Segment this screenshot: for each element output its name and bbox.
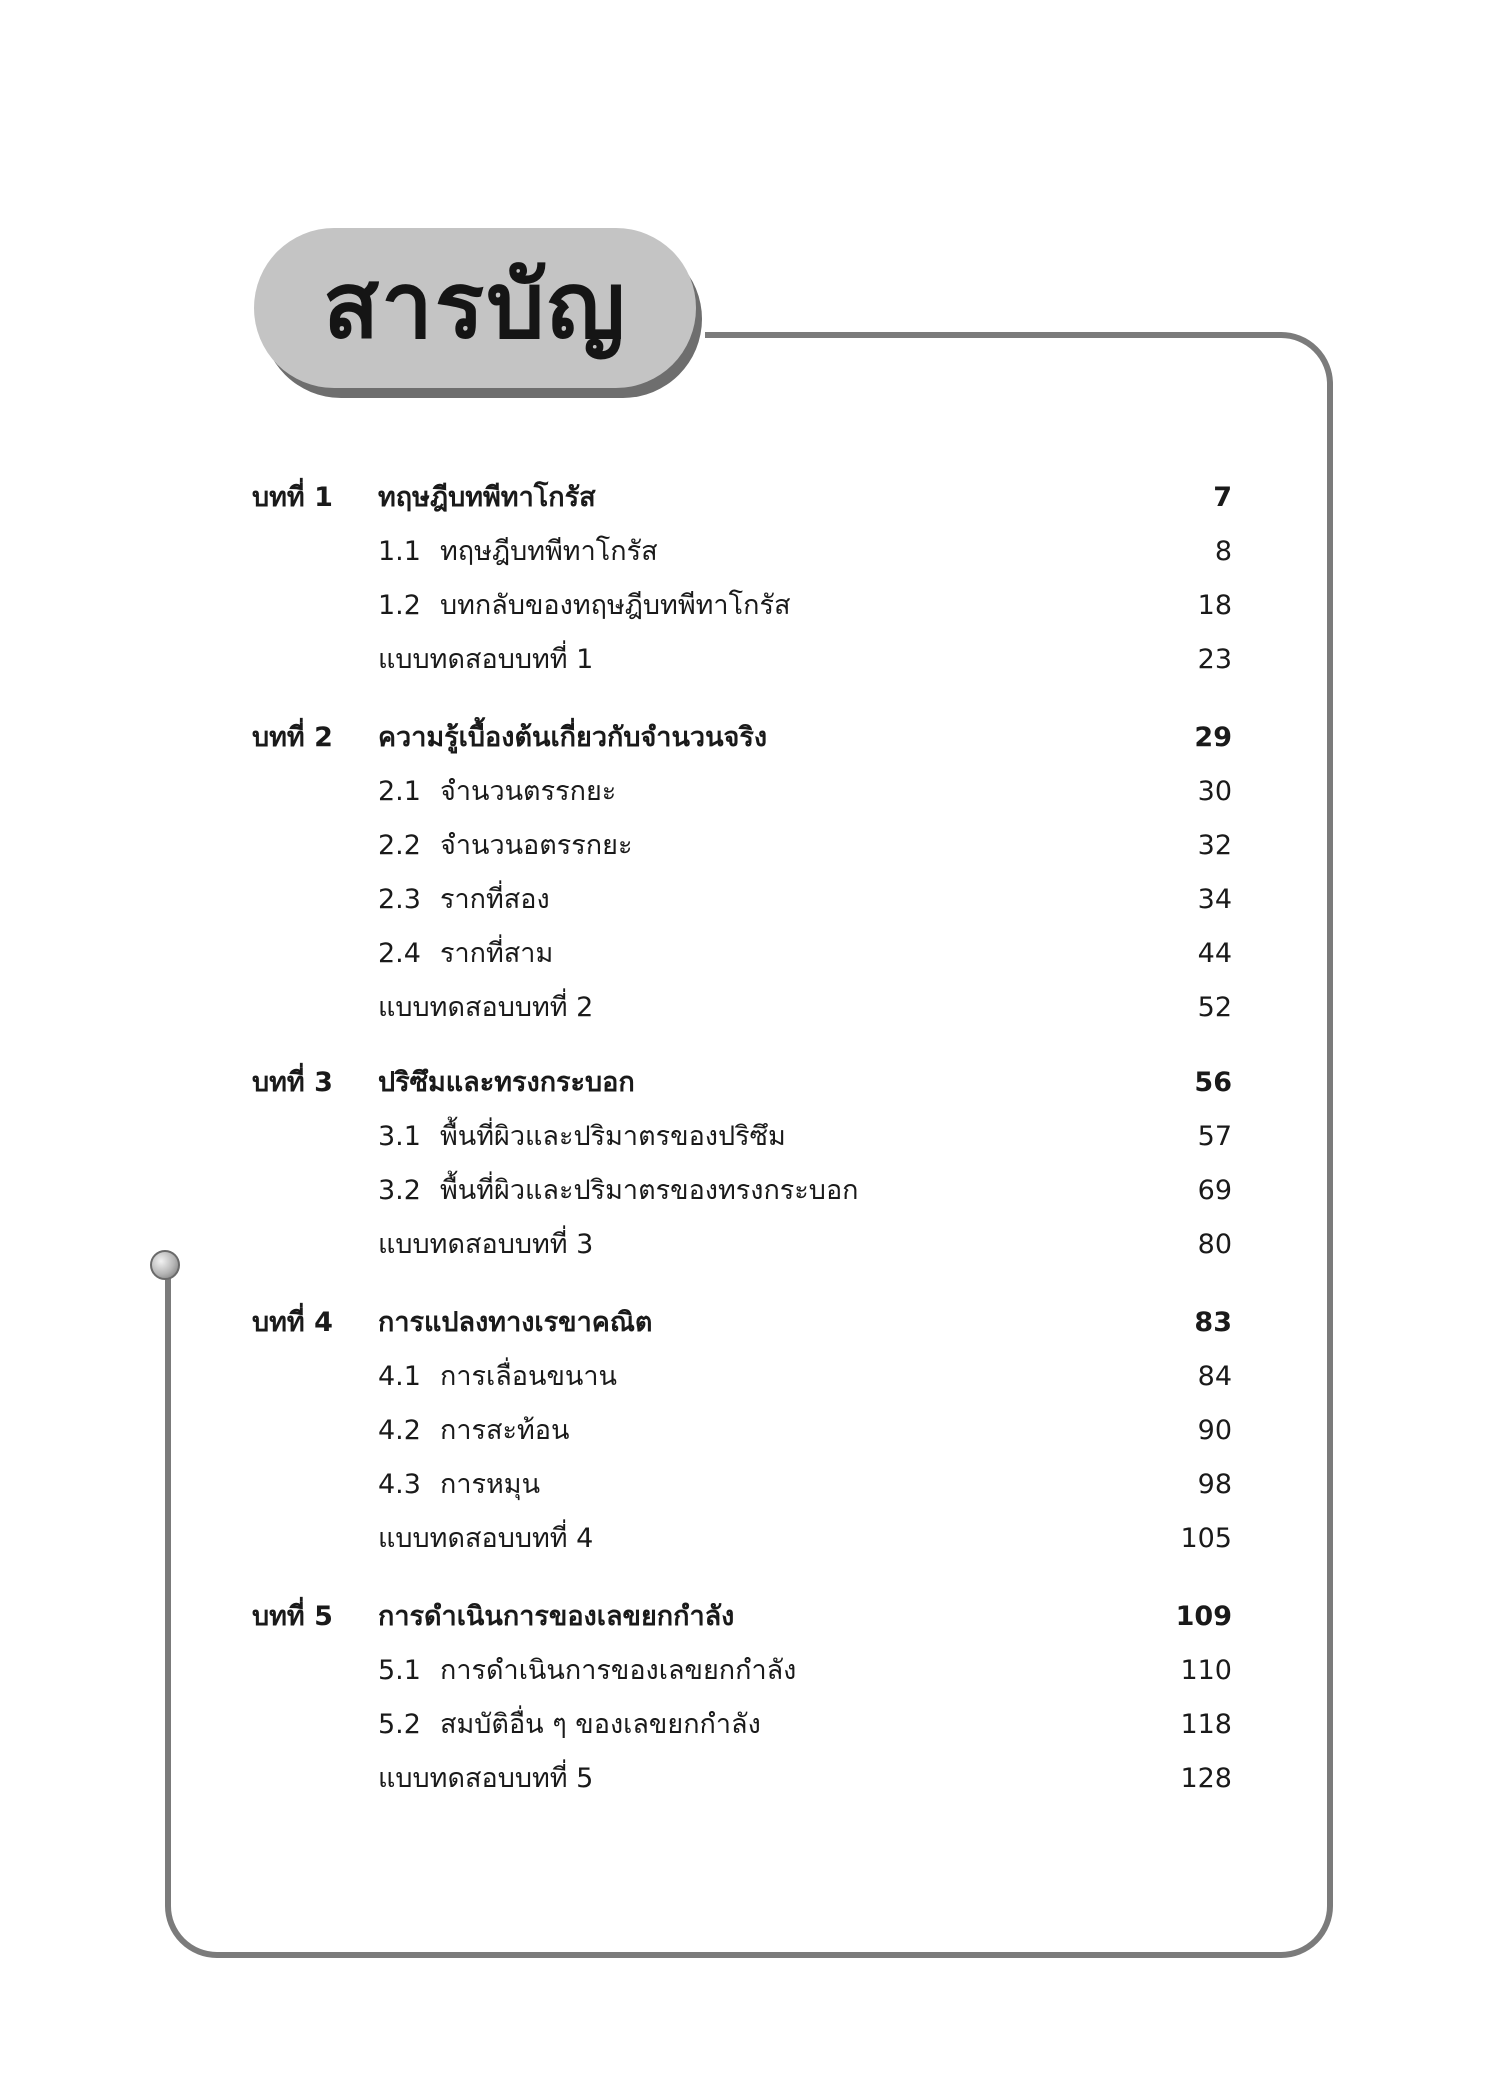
chapter-test-page: 23 — [1197, 644, 1232, 675]
chapter-test-title: แบบทดสอบบทที่ 3 — [378, 1229, 594, 1260]
chapter-row — [0, 1060, 1504, 1106]
chapter-title: การแปลงทางเรขาคณิต — [378, 1307, 653, 1338]
section-row — [0, 877, 1504, 923]
section-title: สมบัติอื่น ๆ ของเลขยกกำลัง — [440, 1709, 761, 1740]
section-row — [0, 769, 1504, 815]
chapter-page: 56 — [1194, 1067, 1232, 1098]
chapter-label: บทที่ 2 — [252, 722, 333, 753]
chapter-row — [0, 1300, 1504, 1346]
chapter-row — [0, 475, 1504, 521]
section-number: 3.2 — [378, 1175, 421, 1206]
chapter-test-page: 128 — [1180, 1763, 1232, 1794]
section-title: รากที่สอง — [440, 884, 550, 915]
section-number: 5.2 — [378, 1709, 421, 1740]
section-title: รากที่สาม — [440, 938, 554, 969]
section-number: 2.4 — [378, 938, 421, 969]
chapter-test-row — [0, 1222, 1504, 1268]
chapter-test-title: แบบทดสอบบทที่ 1 — [378, 644, 594, 675]
section-row — [0, 1354, 1504, 1400]
section-page: 110 — [1180, 1655, 1232, 1686]
section-row — [0, 1702, 1504, 1748]
section-page: 90 — [1197, 1415, 1232, 1446]
section-page: 98 — [1197, 1469, 1232, 1500]
section-page: 57 — [1197, 1121, 1232, 1152]
section-number: 4.1 — [378, 1361, 421, 1392]
section-number: 1.1 — [378, 536, 421, 567]
section-number: 2.2 — [378, 830, 421, 861]
chapter-title: ความรู้เบื้องต้นเกี่ยวกับจำนวนจริง — [378, 722, 768, 753]
chapter-row — [0, 1594, 1504, 1640]
chapter-page: 83 — [1194, 1307, 1232, 1338]
section-row — [0, 1114, 1504, 1160]
chapter-label: บทที่ 5 — [252, 1601, 333, 1632]
chapter-test-page: 105 — [1180, 1523, 1232, 1554]
section-title: พื้นที่ผิวและปริมาตรของปริซึม — [440, 1121, 786, 1152]
section-number: 4.2 — [378, 1415, 421, 1446]
chapter-label: บทที่ 4 — [252, 1307, 333, 1338]
section-number: 5.1 — [378, 1655, 421, 1686]
section-number: 3.1 — [378, 1121, 421, 1152]
section-row — [0, 823, 1504, 869]
section-row — [0, 1648, 1504, 1694]
section-title: จำนวนอตรรกยะ — [440, 830, 633, 861]
chapter-test-row — [0, 1756, 1504, 1802]
section-title: การดำเนินการของเลขยกกำลัง — [440, 1655, 797, 1686]
section-page: 30 — [1197, 776, 1232, 807]
chapter-row — [0, 715, 1504, 761]
section-number: 2.3 — [378, 884, 421, 915]
chapter-title: การดำเนินการของเลขยกกำลัง — [378, 1601, 735, 1632]
section-page: 32 — [1197, 830, 1232, 861]
section-page: 69 — [1197, 1175, 1232, 1206]
section-page: 34 — [1197, 884, 1232, 915]
section-page: 118 — [1180, 1709, 1232, 1740]
chapter-page: 7 — [1213, 482, 1232, 513]
section-row — [0, 1168, 1504, 1214]
section-row — [0, 931, 1504, 977]
section-title: บทกลับของทฤษฎีบทพีทาโกรัส — [440, 590, 791, 621]
section-title: การสะท้อน — [440, 1415, 570, 1446]
chapter-title: ปริซึมและทรงกระบอก — [378, 1067, 635, 1098]
chapter-title: ทฤษฎีบทพีทาโกรัส — [378, 482, 596, 513]
section-page: 44 — [1197, 938, 1232, 969]
section-page: 84 — [1197, 1361, 1232, 1392]
section-row — [0, 529, 1504, 575]
chapter-page: 109 — [1175, 1601, 1232, 1632]
page-title: สารบัญ — [322, 251, 627, 359]
section-title: ทฤษฎีบทพีทาโกรัส — [440, 536, 658, 567]
section-number: 2.1 — [378, 776, 421, 807]
chapter-label: บทที่ 1 — [252, 482, 333, 513]
section-title: การหมุน — [440, 1469, 541, 1500]
section-number: 4.3 — [378, 1469, 421, 1500]
chapter-page: 29 — [1194, 722, 1232, 753]
section-title: การเลื่อนขนาน — [440, 1361, 617, 1392]
chapter-test-row — [0, 985, 1504, 1031]
chapter-test-title: แบบทดสอบบทที่ 2 — [378, 992, 594, 1023]
section-number: 1.2 — [378, 590, 421, 621]
chapter-test-page: 52 — [1197, 992, 1232, 1023]
section-page: 8 — [1214, 536, 1232, 567]
chapter-test-row — [0, 637, 1504, 683]
section-page: 18 — [1197, 590, 1232, 621]
section-row — [0, 583, 1504, 629]
section-title: พื้นที่ผิวและปริมาตรของทรงกระบอก — [440, 1175, 859, 1206]
section-row — [0, 1462, 1504, 1508]
chapter-test-title: แบบทดสอบบทที่ 5 — [378, 1763, 594, 1794]
section-row — [0, 1408, 1504, 1454]
chapter-test-title: แบบทดสอบบทที่ 4 — [378, 1523, 594, 1554]
chapter-test-page: 80 — [1197, 1229, 1232, 1260]
chapter-test-row — [0, 1516, 1504, 1562]
chapter-label: บทที่ 3 — [252, 1067, 333, 1098]
section-title: จำนวนตรรกยะ — [440, 776, 617, 807]
title-pill — [254, 228, 696, 388]
